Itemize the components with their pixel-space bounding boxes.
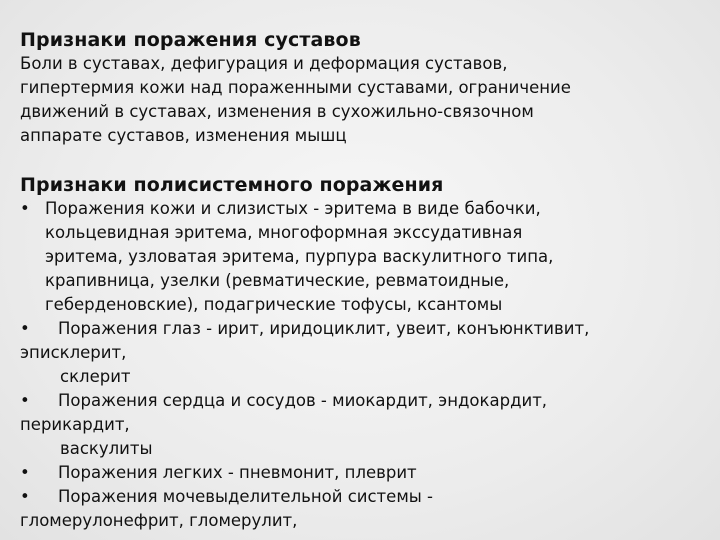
text-line: крапивница, узелки (ревматические, ревматоидные, [45, 271, 510, 290]
text-line: Поражения мочевыделительной системы - [58, 487, 433, 506]
polysystemic-list [20, 197, 710, 533]
text-line: Поражения глаз - ирит, иридоциклит, увеит, конъюнктивит, [58, 319, 590, 338]
text-line: Поражения сердца и сосудов - миокардит, эндокардит, [58, 391, 548, 410]
text-line: гипертермия кожи над пораженными суставами, ограничение [20, 78, 571, 97]
list-item-lungs [20, 461, 710, 485]
section-title-joints: Признаки поражения суставов [20, 29, 361, 51]
text-line: аппарате суставов, изменения мышц [20, 126, 347, 145]
text-line: движений в суставах, изменения в сухожильно-связочном [20, 102, 534, 121]
text-line: васкулиты [60, 439, 153, 458]
text-line: эритема, узловатая эритема, пурпура васкулитного типа, [45, 247, 554, 266]
text-line: Поражения легких - пневмонит, плеврит [58, 463, 417, 482]
text-line: геберденовские), подагрические тофусы, ксантомы [45, 295, 503, 314]
slide-content [20, 28, 710, 533]
text-line: склерит [60, 367, 131, 386]
bullet-icon: • [20, 199, 30, 218]
text-line: кольцевидная эритема, многоформная экссудативная [45, 223, 523, 242]
text-line: эписклерит, [20, 343, 127, 362]
list-item-skin [20, 197, 710, 317]
list-item-heart [20, 389, 710, 461]
bullet-icon: • [20, 463, 30, 482]
bullet-icon: • [20, 391, 30, 410]
text-line: гломерулонефрит, гломерулит, [20, 511, 298, 530]
text-line: Боли в суставах, дефигурация и деформация суставов, [20, 54, 508, 73]
section-title-polysystemic: Признаки полисистемного поражения [20, 174, 444, 196]
list-item-urinary [20, 485, 710, 533]
bullet-icon: • [20, 319, 30, 338]
text-line: Поражения кожи и слизистых - эритема в виде бабочки, [45, 199, 541, 218]
joints-description [20, 52, 710, 148]
text-line: перикардит, [20, 415, 130, 434]
list-item-eyes [20, 317, 710, 389]
bullet-icon: • [20, 487, 30, 506]
spacer [20, 148, 710, 173]
